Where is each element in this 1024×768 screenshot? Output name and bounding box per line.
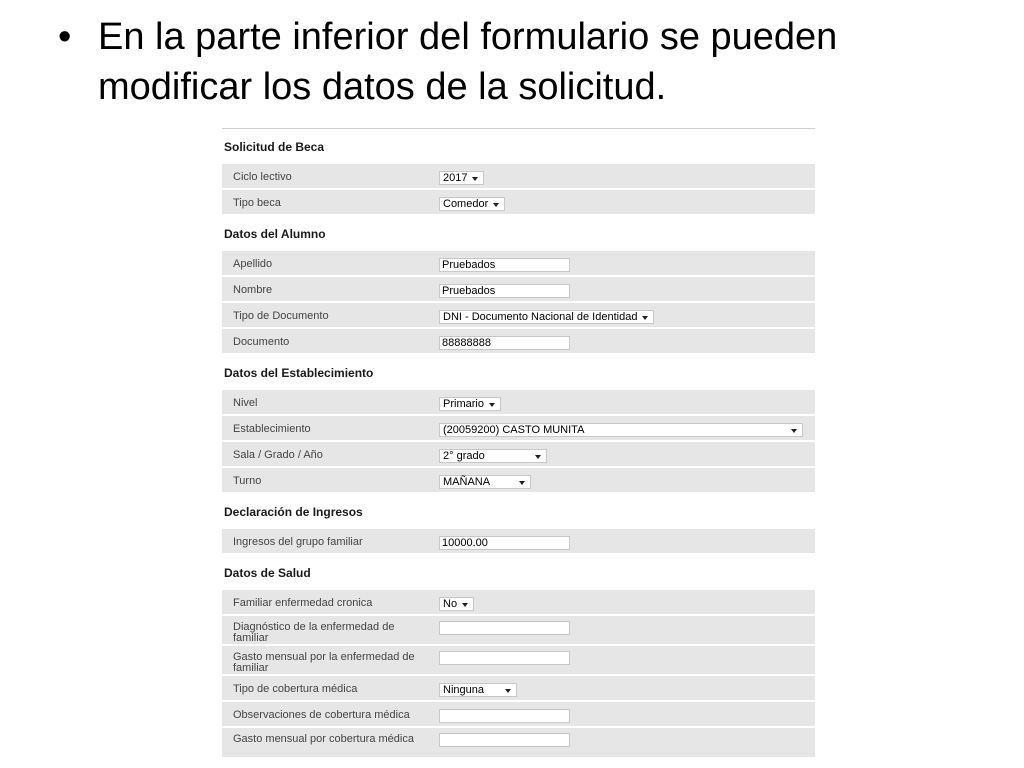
row-diagnostico [222,616,815,646]
slide-bullet-text [58,12,988,112]
label-sala-grado: Sala / Grado / Año [233,449,323,461]
label-enfermedad-cronica: Familiar enfermedad cronica [233,597,373,609]
turno-select[interactable] [439,475,531,489]
label-turno: Turno [233,475,262,487]
section-title-datos-establecimiento: Datos del Establecimiento [222,355,815,390]
diagnostico-input[interactable] [439,621,570,635]
observaciones-input[interactable] [439,709,570,723]
row-tipo-documento [222,303,815,329]
chevron-down-icon [505,689,511,693]
row-establecimiento [222,416,815,442]
tipo-beca-value: Comedor [443,198,489,210]
label-ciclo-lectivo: Ciclo lectivo [233,171,292,183]
row-ciclo-lectivo [222,164,815,190]
bullet-icon: • [58,16,72,58]
label-nivel: Nivel [233,397,258,409]
row-sala-grado [222,442,815,468]
row-tipo-beca [222,190,815,216]
row-documento [222,329,815,355]
chevron-down-icon [535,455,541,459]
tipo-documento-value: DNI - Documento Nacional de Identidad [443,311,638,323]
chevron-down-icon [472,177,478,181]
enfermedad-cronica-value: No [443,598,458,610]
section-title-declaracion-ingresos: Declaración de Ingresos [222,494,815,529]
ciclo-lectivo-value: 2017 [443,172,468,184]
apellido-input[interactable]: Pruebados [439,258,570,272]
label-tipo-beca: Tipo beca [233,197,281,209]
chevron-down-icon [791,429,797,433]
row-gasto-enfermedad [222,646,815,676]
row-observaciones [222,702,815,728]
establecimiento-value: (20059200) CASTO MUNITA [443,424,585,436]
row-ingresos [222,529,815,555]
label-gasto-cobertura: Gasto mensual por cobertura médica [233,733,414,745]
establecimiento-select[interactable] [439,423,803,437]
turno-value: MAÑANA [443,476,491,488]
tipo-documento-select[interactable] [439,310,654,324]
slide-text-content: En la parte inferior del formulario se pueden modificar los datos de la solicitud. [98,16,838,108]
chevron-down-icon [489,403,495,407]
cobertura-select[interactable] [439,683,517,697]
row-turno [222,468,815,494]
label-observaciones: Observaciones de cobertura médica [233,709,410,721]
chevron-down-icon [462,603,468,607]
gasto-cobertura-input[interactable] [439,733,570,747]
chevron-down-icon [519,481,525,485]
enfermedad-cronica-select[interactable] [439,597,474,611]
label-documento: Documento [233,336,290,348]
section-title-datos-salud: Datos de Salud [222,555,815,590]
documento-input[interactable]: 88888888 [439,336,570,350]
ciclo-lectivo-select[interactable] [439,171,484,185]
section-title-solicitud-beca: Solicitud de Beca [222,129,815,164]
chevron-down-icon [493,203,499,207]
sala-grado-value: 2° grado [443,450,485,462]
tipo-beca-select[interactable] [439,197,505,211]
gasto-enfermedad-input[interactable] [439,651,570,665]
row-cobertura [222,676,815,702]
cobertura-value: Ninguna [443,684,484,696]
label-tipo-documento: Tipo de Documento [233,310,329,322]
row-gasto-cobertura [222,728,815,759]
solicitud-form [222,128,815,759]
chevron-down-icon [642,316,648,320]
row-apellido [222,251,815,277]
label-nombre: Nombre [233,284,273,296]
label-apellido: Apellido [233,258,273,270]
nombre-input[interactable]: Pruebados [439,284,570,298]
nivel-value: Primario [443,398,484,410]
section-title-datos-alumno: Datos del Alumno [222,216,815,251]
row-enfermedad-cronica [222,590,815,616]
sala-grado-select[interactable] [439,449,547,463]
row-nivel [222,390,815,416]
label-gasto-enfermedad: Gasto mensual por la enfermedad de familiar [233,651,415,674]
row-nombre [222,277,815,303]
label-ingresos: Ingresos del grupo familiar [233,536,363,548]
label-cobertura: Tipo de cobertura médica [233,683,358,695]
nivel-select[interactable] [439,397,501,411]
label-establecimiento: Establecimiento [233,423,311,435]
ingresos-input[interactable]: 10000.00 [439,536,570,550]
label-diagnostico: Diagnóstico de la enfermedad de familiar [233,621,395,644]
